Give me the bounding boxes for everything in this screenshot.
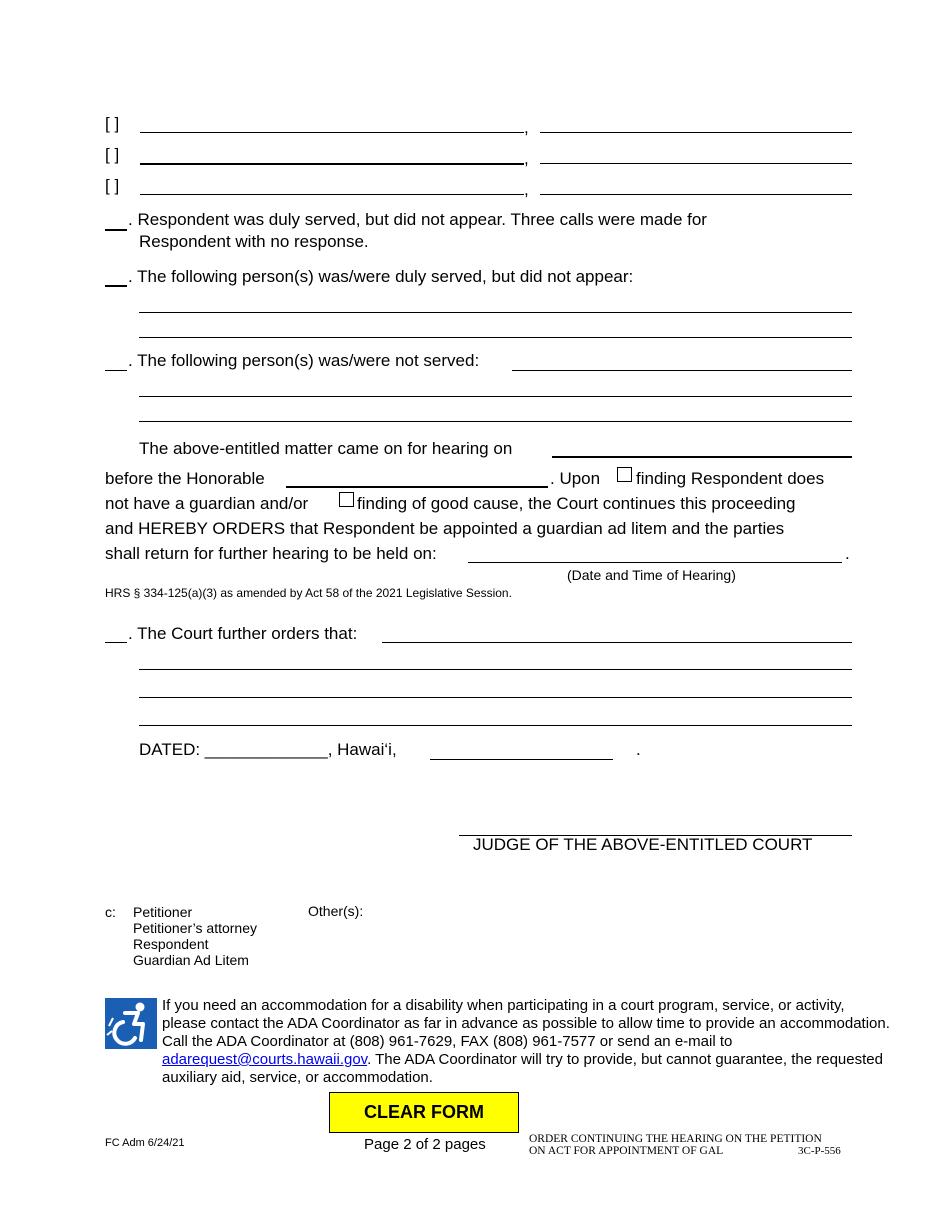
form-number: 3C-P-556 [798, 1145, 841, 1157]
date-caption: (Date and Time of Hearing) [567, 567, 736, 583]
attendee-name-field[interactable] [140, 176, 524, 195]
further-hearing-date-field[interactable] [468, 544, 842, 563]
good-cause-checkbox[interactable] [339, 492, 354, 511]
ada-line-4-rest: . The ADA Coordinator will try to provide, but cannot guarantee, the requested [367, 1051, 883, 1068]
further-orders-text: . The Court further orders that: [128, 624, 358, 643]
clear-form-button[interactable]: CLEAR FORM [329, 1092, 519, 1133]
cc-recipients [133, 904, 257, 968]
accessibility-icon [105, 998, 157, 1049]
ada-line-3: Call the ADA Coordinator at (808) 961-7629, FAX (808) 961-7577 or send an e-mail to [162, 1033, 733, 1050]
persons-not-served-text: . The following person(s) was/were not served: [128, 351, 480, 370]
attendee-role-field[interactable] [540, 114, 852, 133]
hearing-text-4: and HEREBY ORDERS that Respondent be appointed a guardian ad litem and the parties [105, 519, 785, 538]
hearing-text-5: shall return for further hearing to be held on: [105, 544, 437, 563]
page-number: Page 2 of 2 pages [364, 1136, 486, 1153]
further-orders-field-2[interactable] [139, 651, 852, 670]
hearing-text-5-end: . [845, 544, 850, 563]
item-check-blank[interactable] [105, 285, 127, 287]
respondent-served-text-line2: Respondent with no response. [139, 232, 369, 251]
hearing-text-3b: finding of good cause, the Court continues this proceeding [357, 494, 796, 513]
statute-reference: HRS § 334-125(a)(3) as amended by Act 58 of the 2021 Legislative Session. [105, 586, 512, 600]
persons-served-text: . The following person(s) was/were duly served, but did not appear: [128, 267, 634, 286]
dated-label: DATED: _____________, Hawai‘i, [139, 740, 397, 759]
persons-served-field-1[interactable] [139, 294, 852, 313]
persons-not-served-field-2[interactable] [139, 378, 852, 397]
cc-recipient: Petitioner [133, 904, 193, 920]
form-id: FC Adm 6/24/21 [105, 1137, 185, 1149]
cc-recipient: Petitioner’s attorney [133, 920, 257, 936]
ada-line-1: If you need an accommodation for a disability when participating in a court program, service, or activity, [162, 997, 845, 1014]
judge-name-field[interactable] [286, 468, 548, 488]
row-checkbox-bracket[interactable]: [ ] [105, 114, 120, 133]
respondent-served-text: . Respondent was duly served, but did not appear. Three calls were made for [128, 210, 707, 229]
ada-line-4 [162, 1051, 890, 1069]
item-check-blank[interactable] [105, 370, 127, 371]
form-title-line-1: ORDER CONTINUING THE HEARING ON THE PETITION [529, 1133, 822, 1145]
cc-prefix: c: [105, 904, 116, 920]
cc-recipient: Guardian Ad Litem [133, 952, 249, 968]
attendee-name-field[interactable] [140, 145, 524, 165]
comma: , [524, 118, 529, 137]
dated-end: . [636, 740, 641, 759]
hearing-text-2c: finding Respondent does [636, 469, 825, 488]
row-checkbox-bracket[interactable]: [ ] [105, 145, 120, 164]
form-title-line-2: ON ACT FOR APPOINTMENT OF GAL [529, 1145, 724, 1157]
hearing-text-2a: before the Honorable [105, 469, 265, 488]
attendee-role-field[interactable] [540, 145, 852, 164]
attendee-role-field[interactable] [540, 176, 852, 195]
further-orders-field-1[interactable] [382, 624, 852, 643]
ada-email-link[interactable]: adarequest@courts.hawaii.gov [162, 1051, 368, 1068]
hearing-text-1: The above-entitled matter came on for hearing on [139, 439, 513, 458]
row-checkbox-bracket[interactable]: [ ] [105, 176, 120, 195]
comma: , [524, 180, 529, 199]
ada-notice [162, 997, 890, 1087]
cc-others-label: Other(s): [308, 903, 364, 919]
persons-served-field-2[interactable] [139, 319, 852, 338]
comma: , [524, 149, 529, 168]
dated-year-field[interactable] [430, 741, 613, 760]
ada-line-5: auxiliary aid, service, or accommodation. [162, 1069, 433, 1086]
persons-not-served-field[interactable] [512, 352, 852, 371]
item-check-blank[interactable] [105, 229, 127, 231]
item-check-blank[interactable] [105, 642, 127, 643]
no-guardian-checkbox[interactable] [617, 467, 632, 486]
persons-not-served-field-3[interactable] [139, 403, 852, 422]
further-orders-field-4[interactable] [139, 707, 852, 726]
hearing-date-field[interactable] [552, 438, 852, 458]
hearing-text-2b: . Upon [550, 469, 601, 488]
further-orders-field-3[interactable] [139, 679, 852, 698]
attendee-name-field[interactable] [140, 114, 524, 133]
hearing-text-3a: not have a guardian and/or [105, 494, 309, 513]
ada-line-2: please contact the ADA Coordinator as far in advance as possible to allow time to provide an accommodation. [162, 1015, 890, 1032]
judge-label: JUDGE OF THE ABOVE-ENTITLED COURT [473, 835, 813, 854]
cc-recipient: Respondent [133, 936, 209, 952]
